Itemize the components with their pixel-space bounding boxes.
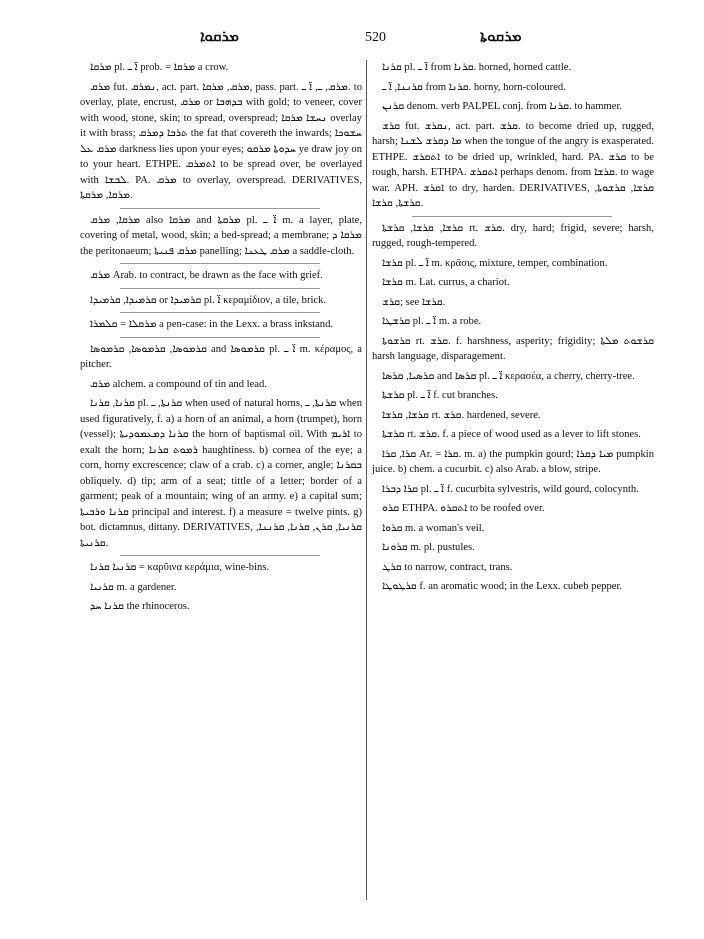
page-number: 520 [365, 30, 386, 45]
dictionary-entry: ܩܪܛ to narrow, contract, trans. [382, 561, 513, 573]
dictionary-entry: ܩܪܡܘܣܐ, ܩܪܡܘܣܐ, ܩܪܡܘܣܐ and ܩܪܡܘܣܐ pl. ܐ̈ ـ m. κέραμος, a pitcher. [80, 343, 363, 370]
entry-divider [120, 337, 320, 338]
dictionary-entry: ܩܪܣܝܐ, ܩܪܣܐ and ܩܪܣܐ pl. ܐ̈ ـ κερασέα, a cherry, cherry-tree. [382, 370, 635, 382]
dictionary-entry: ܩܪܫ; see ܩܪܫܐ. [382, 296, 446, 308]
dictionary-entry: ܩܪܘܢܐ m. pl. pustules. [382, 542, 475, 553]
dictionary-entry: ܩܪܢܢܐ, ܐ̈ ـ from ܩܪܢܐ. horny, horn-coloured. [382, 81, 566, 93]
dictionary-entry: ܩܪܫ fut. ܢܩܪܫ, act. part. ܩܪܫ. to become dried up, rugged, harsh; ܡܐ ܕܩܪܫ ܠܫܢܐ when the tongue of the angry is exasperated. ETHPE. ܐܬܩܪܫ to be dried up, wrinkled, hard. PA. ܩܪܫ to be rough, harsh. ETHPA. ܐܬܩܪܫ perhaps denom. from ܩܪܫܐ. to wage war. APH. ܐܩܪܫ to dry, harden. DERIVATIVES, ܩܪܫܐ, ܩܪܫܘܬܐ, ܩܪܫܬܐ, ܩܪܫܐ. [372, 120, 655, 209]
dictionary-entry: ܩܪܫܐ pl. ܐ̈ ـ m. κρᾶσις, mixture, temper, combination. [382, 257, 608, 269]
dictionary-entry: ܡܪܩ fut. ܢܡܪܩ, act. part. ܡܪܩ, ܡܪܩܐ, pass. part. ܡܪܩ, ـ, ܐ̈ ـ. to overlay, plate, encrust, ܡܪܩ or ܒܕܗܒܐ with gold; to veneer, cover with wood, stone, skin; to spread, overspread; ܢܚܫܐ ܡܪܩܐ overlay it with brass; ܬܪܒܐ ܕܡܪܩ the fat that covereth the inwards; ܚܫܘܟܐ ܡܪܩ ܥܠ darkness lies upon your eyes; ܚܕܘܬܐ ܡܪܩܘ ye draw joy on to your heart. ETHPE. ܐܬܡܪܩ to be spread over, be overlayed with ܠܒܫܐ. PA. ܡܪܩ to overlay, overspread. DERIVATIVES, ܡܪܩܐ, ܡܪܩܬܐ. [80, 81, 363, 201]
dictionary-entry: ܩܪܫܬܐ pl. ܐ̈ ـ f. cut branches. [382, 390, 498, 401]
dictionary-entry: ܩܪܢܐ ܚܕ the rhinoceros. [90, 601, 190, 612]
dictionary-entry: ܡܪܩ Arab. to contract, be drawn as the face with grief. [90, 270, 323, 281]
dictionary-entry: ܡܪܩ alchem. a compound of tin and lead. [90, 378, 267, 390]
dictionary-entry: ܡܪܩܐ, ܡܪܩ also ܡܪܩܐ and ܡܪܩܬܐ pl. ܐ̈ ـ m. a layer, plate, covering of metal, wood, skin; a bed-spread; a membrane; ܡܪܩܐ ܕ the peritonaeum; ܡܪܩ ܦܢܝܬܐ panelling; ܡܪܩ ܛܥܢܐ a saddle-cloth. [80, 214, 362, 257]
entry-divider [120, 288, 320, 289]
dictionary-entry: ܩܪܛܘܛܐ f. an aromatic wood; in the Lexx. cubeb pepper. [382, 581, 623, 592]
dictionary-entry: ܩܪܢܐ, ܩܪܢܐ pl. ܩܪܢܬܐ, ـ when used of natural horns, ܩܪܢܬܐ, ـ when used figuratively, f. a) a horn of an animal, a horn (trumpet), horn (vessel); ܩܪܢܐ ܕܡܥܡܘܕܝܬܐ the horn of baptismal oil. With ܐܪܝܡ to exalt the horn; ܪܡܘܬ ܩܪܢܐ haughtiness. b) cornea of the eye; a corn, horny excrescence; claw of a crab. c) a corner, angle; ܒܩܪܢܐ obliquely. d) tip; arm of a seat; tittle of a letter; border of a garment; peak of a mountain; wing of an army. e) a capital sum; ܩܪܢܐ ܘܪܒܝܬܐ principal and interest. f) a measure = twelve pints. g) bot. dictamnus, dittany. DERIVATIVES, ܩܪܢܝܐ, ܩܪܢ, ܩܪܢܐ, ܩܪܢܢܐ, ܩܪܢܝܬܐ. [80, 398, 363, 549]
dictionary-entry: ܡܪܩܠܐ = ܩܠܡܪܐ a pen-case: in the Lexx. a brass inkstand. [90, 319, 334, 330]
dictionary-entry: ܩܪܫܐ m. Lat. currus, a chariot. [382, 277, 510, 288]
dictionary-entry: ܩܪܢܝܐ m. a gardener. [90, 581, 177, 593]
dictionary-entry: ܩܪܘܐ m. a woman's veil. [382, 522, 485, 534]
dictionary-entry: ܩܪܘ ETHPA. ܐܬܩܪܘ to be roofed over. [382, 503, 545, 514]
dictionary-entry: ܩܪܢܝܐ ܩܪܢܐ = καρῦινα κεράμια, wine-bins. [90, 562, 270, 573]
header-right-word: ܡܪܩܘܬܐ [480, 29, 522, 45]
dictionary-entry: ܩܪܫܘܬܐ rt. ܩܪܫ. f. harshness, asperity; frigidity; ܩܪܫܘܬ ܡܠܬܐ harsh language, disparagement. [372, 335, 654, 362]
entry-divider [120, 208, 320, 209]
entry-divider [120, 312, 320, 313]
column-divider [366, 60, 367, 900]
left-column [80, 60, 362, 619]
dictionary-entry: ܡܪܩܐ pl. ܐ̈ ـ prob. = ܡܪܩܐ a crow. [90, 62, 229, 73]
right-column [372, 60, 654, 599]
dictionary-entry: ܩܪܢܐ pl. ܐ̈ ـ from ܩܪܢܐ. horned, horned cattle. [382, 62, 572, 73]
dictionary-entry: ܩܪܫܐ, ܩܪܫܐ, ܩܪܫܬܐ rt. ܩܪܫ. dry, hard; frigid, severe; harsh, rugged, rough-tempered. [372, 222, 654, 249]
entry-divider [412, 216, 612, 217]
dictionary-entry: ܩܪܡܝܕܐ, ܩܪܡܝܕܐ or ܩܪܡܝܕܐ pl. ܐ̈ κεραμίδιον, a tile, brick. [90, 294, 327, 306]
dictionary-entry: ܩܪܫܐ, ܩܪܫܐ rt. ܩܪܫ. hardened, severe. [382, 409, 541, 421]
entry-divider [120, 555, 320, 556]
dictionary-entry: ܩܪܫܛܐ pl. ܐ̈ ـ m. a robe. [382, 316, 482, 327]
entry-divider [120, 263, 320, 264]
dictionary-entry: ܩܪܫܬܐ rt. ܩܪܫ. f. a piece of wood used as a lever to lift stones. [382, 429, 641, 440]
dictionary-entry: ܩܪܐ ܕܒܪܐ pl. ܐ̈ ـ f. cucurbita sylvestris, wild gourd, colocynth. [382, 483, 639, 495]
dictionary-entry: ܩܪܢܢ denom. verb PALPEL conj. from ܩܪܢܐ. to hammer. [382, 101, 623, 112]
dictionary-entry: ܩܪܐ, ܩܪܐ Ar. = ܩܪܐ. m. a) the pumpkin gourd; ܡܝܐ ܕܩܪܐ pumpkin juice. b) chem. a cucurbit. c) also Arab. a blow, stripe. [372, 448, 654, 475]
header-left-word: ܡܪܩܘܐ [200, 29, 239, 45]
page-header [60, 28, 644, 50]
